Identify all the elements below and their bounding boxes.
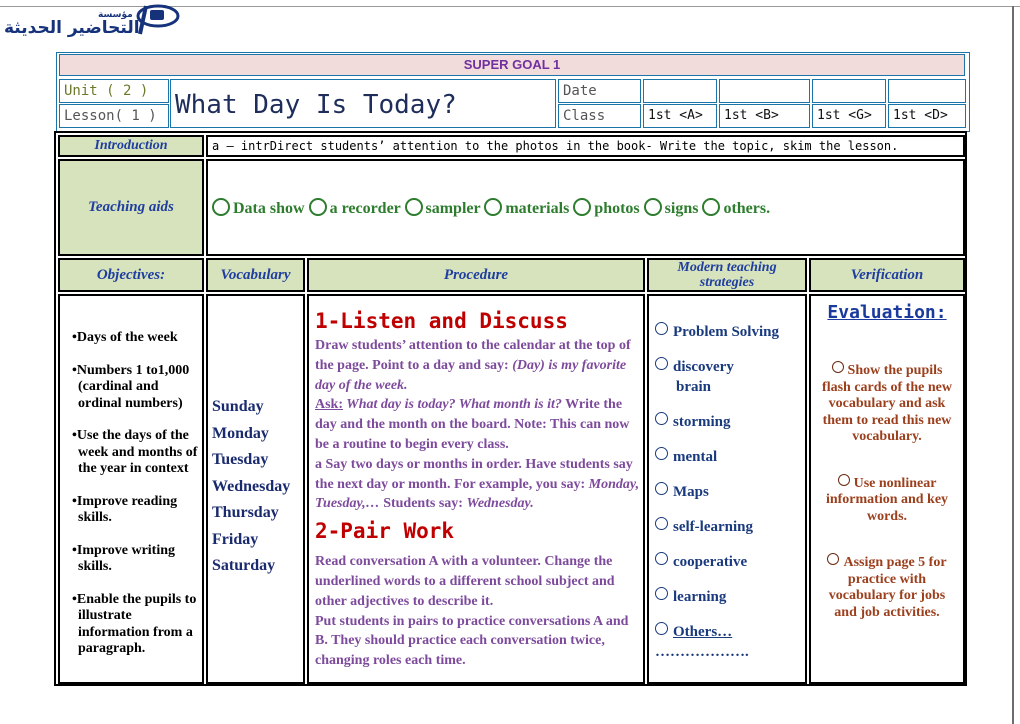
- class-b: 1st <B>: [724, 108, 779, 123]
- aid-recorder[interactable]: a recorder: [309, 200, 401, 217]
- vocab-word: Wednesday: [212, 477, 291, 495]
- aid-signs[interactable]: signs: [644, 200, 699, 217]
- vocabulary-list: [208, 296, 303, 580]
- aid-others[interactable]: others.: [702, 200, 770, 217]
- evaluation-item: Assign page 5 for practice with vocabulary for jobs and job activities.: [828, 555, 947, 620]
- objective-item: •Use the days of the week and months of the year in context: [72, 428, 198, 476]
- evaluation-item: Use nonlinear information and key words.: [825, 475, 949, 524]
- step1-para1: Draw students’ attention to the calendar at the top of the page. Point to a day and say: (Day) is my favorite day of the week.: [315, 338, 631, 393]
- radio-circle-icon: [655, 552, 668, 565]
- strategies-header: Modern teaching strategies: [647, 258, 807, 292]
- page-edge-right: [1012, 6, 1014, 724]
- class-a: 1st <A>: [648, 108, 703, 123]
- radio-circle-icon: [655, 412, 668, 425]
- procedure-cell: [307, 294, 645, 684]
- radio-circle-icon: [702, 198, 720, 216]
- class-a-cell: [643, 104, 717, 128]
- aid-data-show[interactable]: Data show: [212, 200, 305, 217]
- radio-circle-icon: [212, 198, 230, 216]
- lesson-header: [56, 52, 970, 132]
- class-g-cell: [812, 104, 886, 128]
- procedure-content: [309, 296, 643, 671]
- lesson-cell: [59, 104, 169, 128]
- vocab-word: Saturday: [212, 557, 276, 574]
- radio-circle-icon: [655, 587, 668, 600]
- lesson-title: What Day Is Today?: [175, 90, 457, 120]
- objective-item: •Numbers 1 to1,000 (cardinal and ordinal numbers): [72, 362, 190, 411]
- date-cell: [558, 79, 641, 103]
- class-g: 1st <G>: [817, 108, 872, 123]
- radio-circle-icon: [827, 553, 839, 565]
- radio-circle-icon: [655, 622, 668, 635]
- aid-sampler[interactable]: sampler: [405, 200, 481, 217]
- introduction-cell: [206, 135, 965, 157]
- lesson-plan-table: [54, 131, 967, 686]
- radio-circle-icon: [655, 357, 668, 370]
- logo-text: التحاضير الحديثة: [4, 18, 140, 38]
- procedure-header: Procedure: [307, 258, 645, 292]
- class-d: 1st <D>: [893, 108, 948, 123]
- strategies-cell: [647, 294, 807, 684]
- date-label: Date: [563, 83, 597, 99]
- vocabulary-header: Vocabulary: [206, 258, 305, 292]
- objective-item: •Enable the pupils to illustrate information from a paragraph.: [72, 591, 197, 656]
- vocab-word: Sunday: [212, 398, 264, 415]
- objectives-header: Objectives:: [58, 258, 204, 292]
- radio-circle-icon: [484, 198, 502, 216]
- radio-circle-icon: [655, 447, 668, 460]
- logo-sub-text: مؤسسة: [98, 10, 133, 20]
- teaching-aids-list: [208, 161, 963, 218]
- unit-label: Unit ( 2 ): [64, 83, 149, 99]
- aid-materials[interactable]: materials: [484, 200, 569, 217]
- strategy-item[interactable]: self-learning: [655, 517, 803, 537]
- lesson-title-cell: [170, 79, 556, 128]
- class-b-cell: [719, 104, 810, 128]
- unit-cell: [59, 79, 169, 103]
- step1-title: 1-Listen and Discuss: [315, 309, 568, 333]
- evaluation-item: Show the pupils flash cards of the new vocabulary and ask them to read this new vocabulary.: [822, 363, 952, 444]
- radio-circle-icon: [309, 198, 327, 216]
- radio-circle-icon: [655, 517, 668, 530]
- strategy-item[interactable]: discovery brain: [655, 357, 803, 397]
- strategy-item[interactable]: cooperative: [655, 552, 803, 572]
- radio-circle-icon: [655, 322, 668, 335]
- introduction-text: a – intrDirect students’ attention to the photos in the book- Write the topic, skim the lesson.: [212, 139, 899, 153]
- date-value-cell[interactable]: [719, 79, 810, 103]
- date-value-cell[interactable]: [643, 79, 717, 103]
- strategy-item[interactable]: learning: [655, 587, 803, 607]
- class-d-cell: [888, 104, 966, 128]
- radio-circle-icon: [838, 474, 850, 486]
- strategy-item[interactable]: Maps: [655, 482, 803, 502]
- radio-circle-icon: [655, 482, 668, 495]
- logo: [0, 0, 182, 44]
- strategy-item[interactable]: Others… ……………….: [655, 624, 749, 660]
- radio-circle-icon: [832, 361, 844, 373]
- objectives-list: [60, 296, 202, 658]
- radio-circle-icon: [573, 198, 591, 216]
- verification-header: Verification: [809, 258, 965, 292]
- verification-cell: [809, 294, 965, 684]
- step2-title: 2-Pair Work: [315, 519, 455, 544]
- objective-item: •Improve reading skills.: [72, 493, 178, 525]
- vocab-word: Monday: [212, 424, 269, 442]
- vocab-word: Thursday: [212, 504, 279, 521]
- aid-photos[interactable]: photos: [573, 200, 639, 217]
- vocab-word: Friday: [212, 530, 259, 548]
- introduction-label: Introduction: [58, 135, 204, 157]
- lesson-label: Lesson( 1 ): [64, 108, 157, 124]
- date-value-cell[interactable]: [888, 79, 966, 103]
- objectives-cell: [58, 294, 204, 684]
- objective-item: •Days of the week: [72, 330, 178, 345]
- radio-circle-icon: [405, 198, 423, 216]
- class-cell: [558, 104, 641, 128]
- step1-para3: a Say two days or months in order. Have students say the next day or month. For example, you say: Monday, Tuesday,… Students say: Wednesday.: [315, 456, 640, 512]
- step2-para1: Read conversation A with a volunteer. Change the underlined words to a different school subject and other adjectives to describe it.: [315, 554, 615, 609]
- strategy-item[interactable]: Problem Solving: [655, 322, 803, 342]
- teaching-aids-label: Teaching aids: [58, 159, 204, 256]
- vocabulary-cell: [206, 294, 305, 684]
- objective-item: •Improve writing skills.: [72, 542, 176, 574]
- evaluation-title: Evaluation:: [827, 302, 947, 323]
- strategy-item[interactable]: storming: [655, 412, 803, 432]
- step2-para2: Put students in pairs to practice conversations A and B. They should practice each conversation twice, changing roles each time.: [315, 613, 629, 669]
- course-title: SUPER GOAL 1: [59, 54, 965, 76]
- class-label: Class: [563, 108, 606, 124]
- strategy-item[interactable]: mental: [655, 447, 803, 467]
- strategies-list: [649, 296, 805, 662]
- teaching-aids-cell: [206, 159, 965, 256]
- step1-para2: Ask: What day is today? What month is it? Write the day and the month on the board. Note: This can now be a routine to begin every class.: [315, 397, 630, 452]
- date-value-cell[interactable]: [812, 79, 886, 103]
- radio-circle-icon: [644, 198, 662, 216]
- vocab-word: Tuesday: [212, 451, 269, 468]
